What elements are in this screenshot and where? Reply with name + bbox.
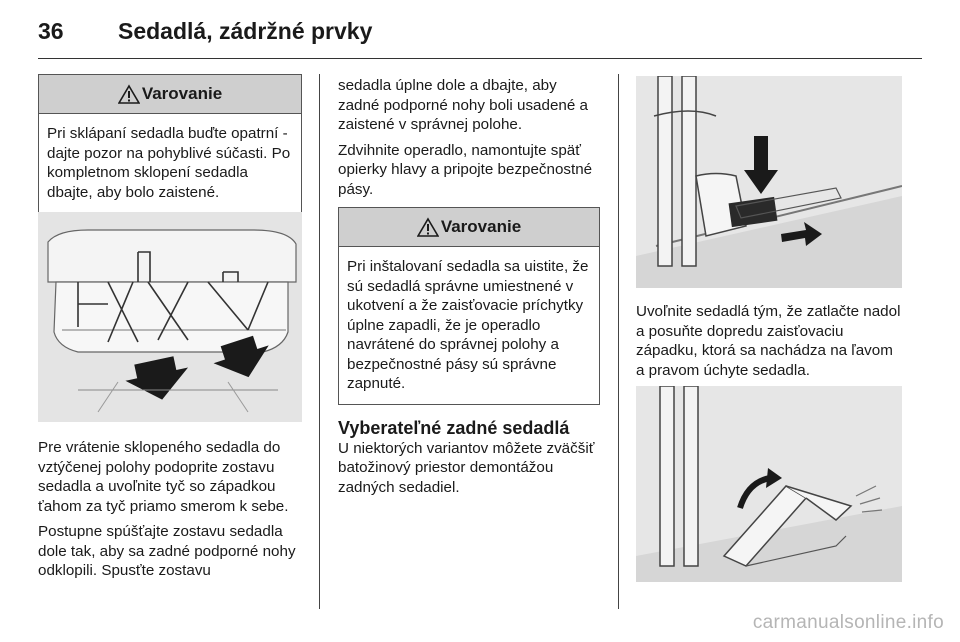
latch-lift-drawing: [636, 386, 902, 582]
column-middle: [338, 76, 600, 503]
column-divider: [319, 74, 320, 609]
header-rule: [38, 58, 922, 59]
seat-fold-drawing: [38, 212, 302, 422]
paragraph: Pre vrátenie sklopeného sedadla do vztýčenej polohy podoprite zostavu sedadla a uvoľnite tyč so západkou ťahom za tyč priamo smerom k sebe.: [38, 439, 289, 515]
latch-release-drawing: [636, 76, 902, 288]
seat-fold-illustration: [38, 212, 302, 422]
warning-box: [38, 74, 302, 213]
paragraph: Uvoľnite sedadlá tým, že zatlačte nadol a posuňte dopredu zaisťovaciu západku, ktorá sa nachádza na ľavom a pravom úchyte sedadla.: [636, 303, 901, 379]
column-right-text: [636, 302, 902, 386]
warning-header: [339, 208, 599, 247]
warning-box: [338, 207, 600, 405]
column-left: [38, 74, 302, 213]
column-divider: [618, 74, 619, 609]
paragraph: Postupne spúšťajte zostavu sedadla dole tak, aby sa zadné podporné nohy odklopili. Spusťte zostavu: [38, 523, 296, 579]
warning-header: [39, 75, 301, 114]
latch-lift-illustration: [636, 386, 902, 582]
paragraph: sedadla úplne dole a dbajte, aby zadné podporné nohy boli usadené a zaistené v správnej polohe.: [338, 77, 588, 133]
latch-release-illustration: [636, 76, 902, 288]
paragraph: U niektorých variantov môžete zväčšiť batožinový priestor demontážou zadných sedadiel.: [338, 439, 595, 496]
page-number: 36: [38, 18, 64, 44]
warning-triangle-icon: [118, 84, 140, 104]
page-title: Sedadlá, zádržné prvky: [118, 18, 373, 44]
warning-triangle-icon: [417, 217, 439, 237]
warning-text: Pri sklápaní sedadla buďte opatrní - dajte pozor na pohyblivé súčasti. Po kompletnom sklopení sedadla dbajte, aby bolo zaistené.: [47, 125, 291, 201]
column-left-text: [38, 438, 302, 587]
watermark: carmanualsonline.info: [752, 612, 944, 633]
warning-label: Varovanie: [141, 84, 223, 103]
paragraph: Zdvihnite operadlo, namontujte späť opierky hlavy a pripojte bezpečnostné pásy.: [338, 141, 593, 198]
warning-text: Pri inštalovaní sedadla sa uistite, že sú sedadlá správne umiestnené v ukotvení a že zaisťovacie príchytky úplne zapadli, že je operadlo navrátené do správnej polohy a bezpečnostné pásy sú správne zapnuté.: [347, 258, 589, 392]
page-header: [38, 14, 922, 50]
warning-label: Varovanie: [440, 217, 522, 236]
section-heading: Vyberateľné zadné sedadlá: [338, 417, 570, 438]
